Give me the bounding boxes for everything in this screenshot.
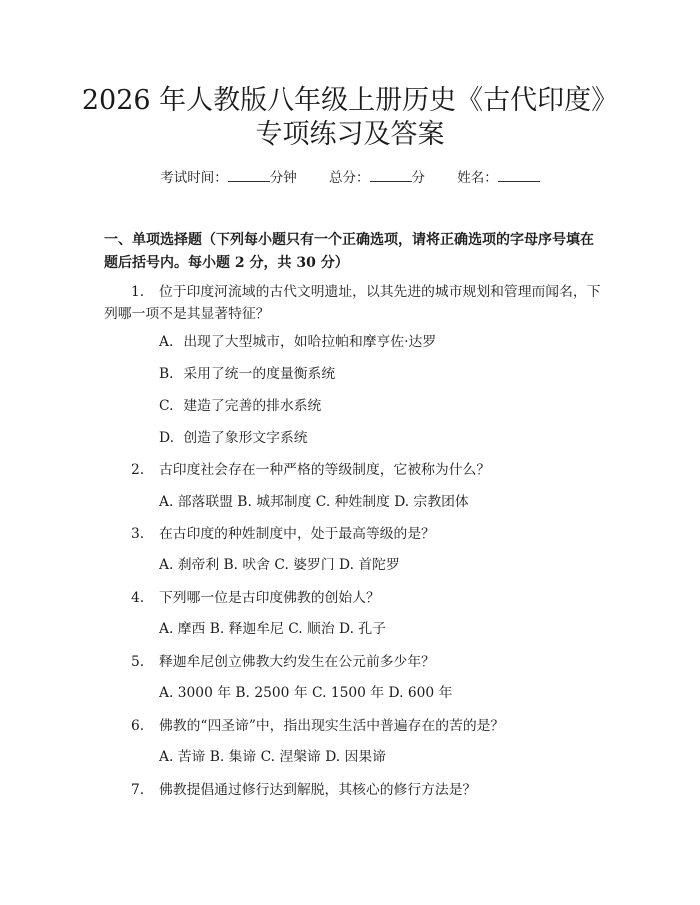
- question-text: 释迦牟尼创立佛教大约发生在公元前多少年？: [159, 654, 435, 670]
- exam-time-blank: [228, 168, 270, 182]
- question-1-option-c: [159, 396, 321, 416]
- question-number: 3.: [131, 526, 145, 542]
- student-name-blank: [498, 168, 540, 182]
- page-subtitle: 专项练习及答案: [255, 119, 445, 150]
- question-text: 佛教提倡通过修行达到解脱，其核心的修行方法是？: [159, 782, 477, 798]
- question-number: 2.: [131, 462, 145, 478]
- question-text: 位于印度河流域的古代文明遗址，以其先进的城市规划和管理而闻名，下: [159, 284, 601, 300]
- option-text: 建造了完善的排水系统: [183, 398, 322, 414]
- question-7: [104, 779, 604, 801]
- question-6-options: A. 苦谛 B. 集谛 C. 涅槃谛 D. 因果谛: [159, 749, 386, 765]
- exam-time-unit: 分钟: [269, 170, 297, 186]
- question-5-options: A. 3000 年 B. 2500 年 C. 1500 年 D. 600 年: [159, 685, 453, 701]
- option-letter: B.: [159, 366, 174, 382]
- section-heading: 一、单项选择题（下列每小题只有一个正确选项，请将正确选项的字母序号填在题后括号内。每小题 2 分，共 30 分）: [104, 232, 594, 271]
- question-number: 6.: [131, 718, 145, 734]
- question-number: 5.: [131, 654, 145, 670]
- option-text: 创造了象形文字系统: [183, 430, 308, 446]
- question-3: [104, 523, 604, 545]
- question-1-option-a: [159, 332, 436, 352]
- question-5: [104, 651, 604, 673]
- question-text: 在古印度的种姓制度中，处于最高等级的是？: [159, 526, 435, 542]
- exam-time-field: [160, 170, 301, 186]
- exam-info: [0, 168, 700, 188]
- option-text: 采用了统一的度量衡系统: [183, 366, 336, 382]
- question-2-options: A. 部落联盟 B. 城邦制度 C. 种姓制度 D. 宗教团体: [159, 494, 469, 510]
- student-name-label: 姓名：: [457, 170, 498, 186]
- total-score-label: 总分：: [329, 170, 370, 186]
- question-text: 下列哪一位是古印度佛教的创始人？: [159, 590, 380, 606]
- question-number: 1.: [131, 284, 145, 300]
- question-number: 7.: [131, 782, 145, 798]
- question-1: [104, 281, 604, 325]
- question-1-option-d: [159, 428, 308, 448]
- total-score-blank: [370, 168, 412, 182]
- question-3-options: A. 刹帝利 B. 吠舍 C. 婆罗门 D. 首陀罗: [159, 557, 400, 573]
- question-text-continued: 列哪一项不是其显著特征？: [104, 306, 270, 322]
- question-1-option-b: [159, 364, 335, 384]
- total-score-field: [329, 170, 429, 186]
- student-name-field: [457, 170, 540, 186]
- page-title: 2026 年人教版八年级上册历史《古代印度》: [81, 85, 619, 116]
- question-6: [104, 715, 604, 737]
- question-2: [104, 459, 604, 481]
- question-number: 4.: [131, 590, 145, 606]
- option-letter: D.: [159, 430, 174, 446]
- question-4: [104, 587, 604, 609]
- question-4-options: A. 摩西 B. 释迦牟尼 C. 顺治 D. 孔子: [159, 621, 386, 637]
- option-letter: A.: [159, 334, 174, 350]
- exam-time-label: 考试时间：: [160, 170, 228, 186]
- question-text: 佛教的“四圣谛”中，指出现实生活中普遍存在的苦的是？: [159, 718, 505, 734]
- question-text: 古印度社会存在一种严格的等级制度，它被称为什么？: [159, 462, 491, 478]
- option-letter: C.: [159, 398, 174, 414]
- total-score-unit: 分: [411, 170, 425, 186]
- option-text: 出现了大型城市，如哈拉帕和摩亨佐·达罗: [183, 334, 437, 350]
